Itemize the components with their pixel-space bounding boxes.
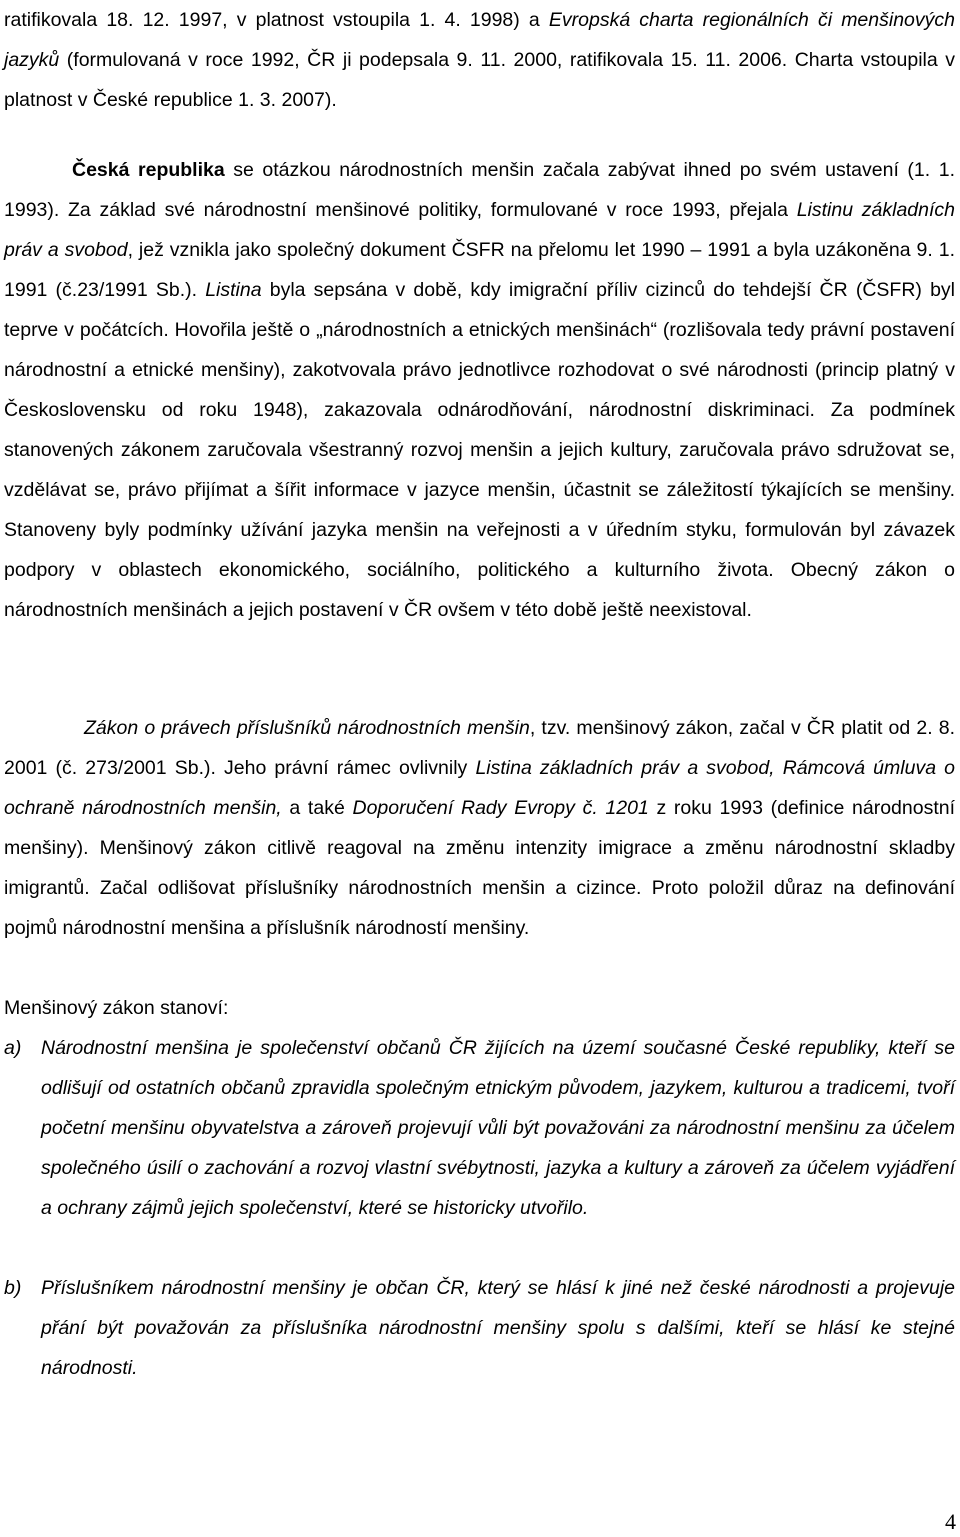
italic-title: Listina základních práv a svobod, Rámcová úmluva o ochraně národnostních menšin, [4, 757, 955, 819]
list-item-text: Národnostní menšina je společenství občanů ČR žijících na území současné České republiky, kteří se odlišují od ostatních občanů zpravidla společným etnickým původem, jazykem, kulturou a tradicemi, tvoří početní menšinu obyvatelstva a zároveň projevují vůli být považováni za národnostní menšinu za účelem společného úsilí o zachování a rozvoj vlastní svébytnosti, jazyka a kultury a zároveň za účelem vyjádření a ochrany zájmů jejich společenství, které se historicky utvořilo. [41, 1037, 955, 1219]
list-item [4, 1268, 955, 1388]
italic-title: Listina [205, 279, 262, 301]
text-run: byla sepsána v době, kdy imigrační příliv cizinců do tehdejší ČR (ČSFR) byl teprve v počátcích. Hovořila ještě o „národnostních a etnických menšinách“ (rozlišovala tedy právní postavení národnostní a etnické menšiny), zakotvovala právo jednotlivce rozhodovat o své národnosti (princip platný v Československu od roku 1948), zakazovala odnárodňování, národnostní diskriminaci. Za podmínek stanovených zákonem zaručovala všestranný rozvoj menšin a jejich kultury, zaručovala právo sdružovat se, vzdělávat se, právo přijímat a šířit informace v jazyce menšin, účastnit se záležitostí týkajících se menšiny. Stanoveny byly podmínky užívání jazyka menšin na veřejnosti a v úředním styku, formulován byl závazek podpory v oblastech ekonomického, sociálního, politického a kulturního života. Obecný zákon o národnostních menšinách a jejich postavení v ČR ovšem v této době ještě neexistoval. [4, 279, 955, 621]
text-run: se otázkou národnostních menšin začala zabývat ihned po svém ustavení (1. 1. 1993). Za základ své národnostní menšinové politiky, formulované v roce 1993, přejala [4, 159, 955, 221]
bold-term: Česká republika [72, 159, 225, 181]
paragraph-charters [4, 0, 955, 120]
italic-title: Evropská charta regionálních či menšinových jazyků [4, 9, 955, 71]
text-run: ratifikovala 18. 12. 1997, v platnost vstoupila 1. 4. 1998) a [4, 9, 549, 31]
text-run: , jež vznikla jako společný dokument ČSFR na přelomu let 1990 – 1991 a byla uzákoněna 9. 1. 1991 (č.23/1991 Sb.). [4, 239, 955, 301]
italic-title: Listinu základních práv a svobod [4, 199, 956, 261]
text-run: , tzv. menšinový zákon, začal v ČR platit od 2. 8. 2001 (č. 273/2001 Sb.). Jeho právní rámec ovlivnily [4, 717, 956, 779]
paragraph-minority-law [4, 708, 955, 948]
list-marker: a) [4, 1037, 22, 1059]
paragraph-law-states: Menšinový zákon stanoví: [4, 997, 229, 1019]
list-item [4, 1028, 955, 1228]
paragraph-czech-republic [4, 150, 955, 630]
text-run: z roku 1993 (definice národnostní menšiny). Menšinový zákon citlivě reagoval na změnu intenzity imigrace a změnu národnostní skladby imigrantů. Začal odlišovat příslušníky národnostních menšin a cizince. Proto položil důraz na definování pojmů národnostní menšina a příslušník národností menšiny. [4, 797, 956, 939]
italic-title: Doporučení Rady Evropy č. 1201 [352, 797, 649, 819]
text-run: (formulovaná v roce 1992, ČR ji podepsala 9. 11. 2000, ratifikovala 15. 11. 2006. Charta vstoupila v platnost v České republice 1. 3. 2007). [4, 49, 955, 111]
list-item-text: Příslušníkem národnostní menšiny je občan ČR, který se hlásí k jiné než české národnosti a projevuje přání být považován za příslušníka národnostní menšiny spolu s dalšími, kteří se hlásí ke stejné národnosti. [41, 1277, 955, 1379]
italic-title: Zákon o právech příslušníků národnostních menšin [84, 717, 530, 739]
list-marker: b) [4, 1277, 22, 1299]
page-number: 4 [945, 1509, 956, 1534]
text-run: a také [281, 797, 353, 819]
